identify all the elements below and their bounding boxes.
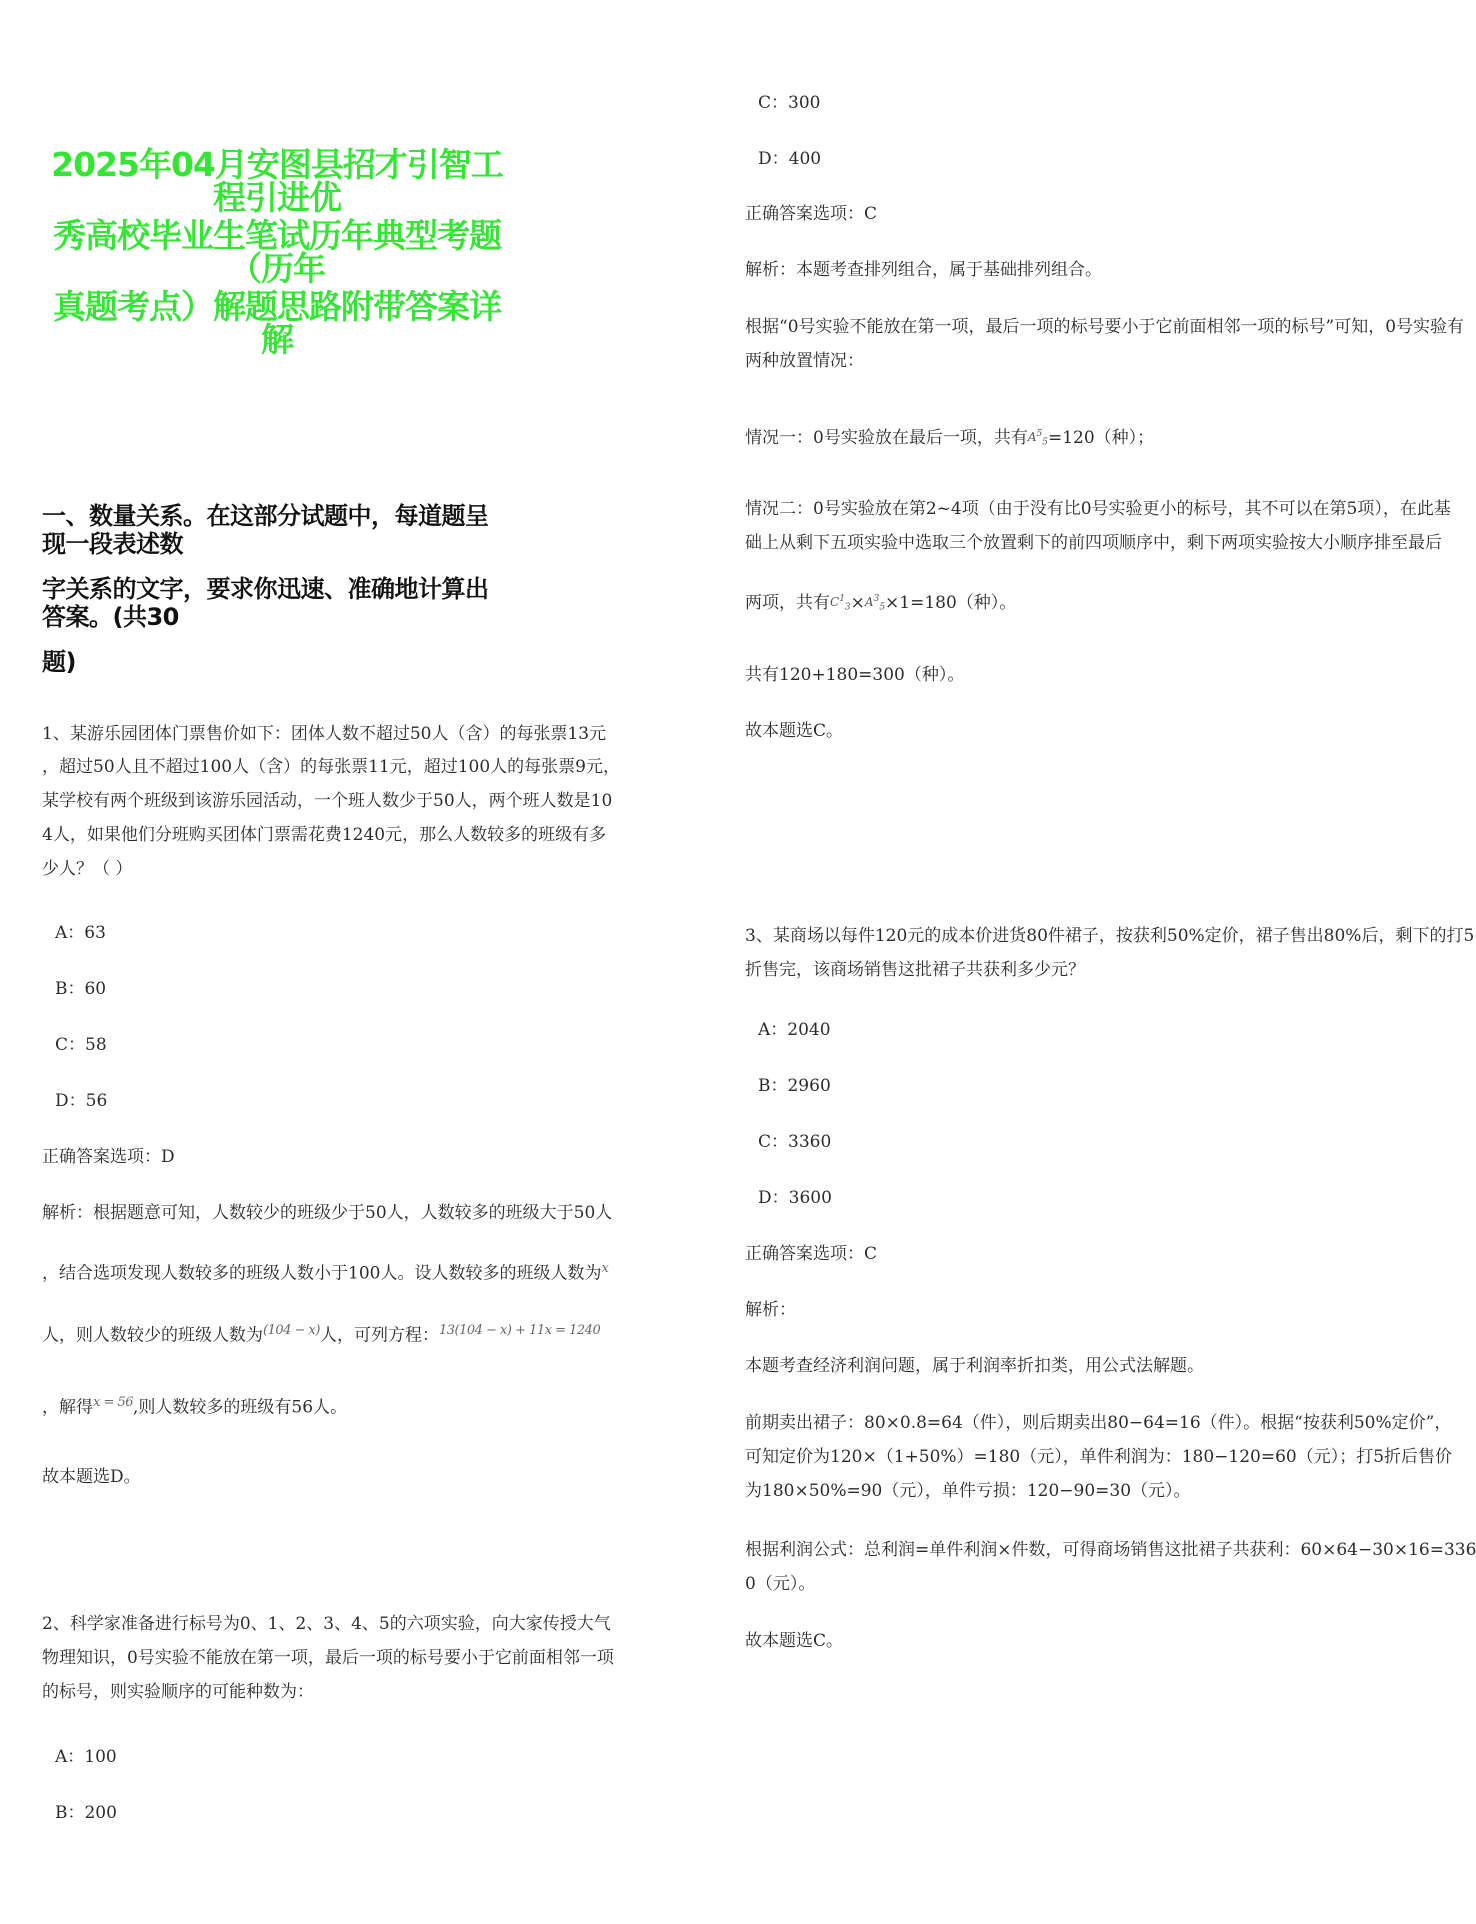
q2-case-1 bbox=[745, 427, 1154, 449]
q3-stem-line-1: 3、某商场以每件120元的成本价进货80件裙子，按获利50%定价，裙子售出80%后，剩下的打5 bbox=[745, 926, 1475, 946]
q1-option-b: B：60 bbox=[55, 979, 107, 999]
q2-stem-line-3: 的标号，则实验顺序的可能种数为： bbox=[42, 1682, 314, 1702]
q3-answer: 正确答案选项：C bbox=[745, 1244, 878, 1264]
q1-explanation-line-3 bbox=[42, 1320, 600, 1347]
q1-explanation-line-1: 解析：根据题意可知，人数较少的班级少于50人，人数较多的班级大于50人 bbox=[42, 1203, 613, 1223]
q2-case1-text-a: 情况一：0号实验放在最后一项，共有 bbox=[745, 428, 1028, 448]
q2-case-2-line-2: 础上从剩下五项实验中选取三个放置剩下的前四项顺序中，剩下两项实验按大小顺序排至最后 bbox=[745, 533, 1442, 553]
q2-option-d: D：400 bbox=[758, 149, 822, 169]
q2-stem-line-1: 2、科学家准备进行标号为0、1、2、3、4、5的六项实验，向大家传授大气 bbox=[42, 1614, 611, 1634]
section-heading-line-1: 一、数量关系。在这部分试题中，每道题呈现一段表述数 bbox=[42, 502, 489, 558]
q2-case-2-line-1: 情况二：0号实验放在第2~4项（由于没有比0号实验更小的标号，其不可以在第5项），在此基 bbox=[745, 499, 1451, 519]
doc-title-line-1: 2025年04月安图县招才引智工程引进优 bbox=[51, 145, 503, 217]
q2-case2c-math-1-symbol: C bbox=[830, 595, 840, 610]
q3-explanation-label: 解析： bbox=[745, 1300, 796, 1320]
q1-option-a: A：63 bbox=[55, 923, 106, 943]
q1-stem-line-1: 1、某游乐园团体门票售价如下：团体人数不超过50人（含）的每张票13元 bbox=[42, 724, 607, 744]
q1-explanation-line-2 bbox=[42, 1258, 608, 1285]
q3-stem-line-2: 折售完，该商场销售这批裙子共获利多少元？ bbox=[745, 960, 1085, 980]
q2-case1-math-sub: 5 bbox=[1042, 437, 1048, 448]
q2-case2c-math-1-sup: 1 bbox=[839, 594, 845, 605]
q3-explanation-intro: 本题考查经济利润问题，属于利润率折扣类，用公式法解题。 bbox=[745, 1356, 1204, 1376]
q2-option-c: C：300 bbox=[758, 93, 821, 113]
q1-exp3-text-a: 人，则人数较少的班级人数为 bbox=[42, 1325, 263, 1346]
q2-case2c-times: × bbox=[850, 593, 865, 613]
q1-stem-line-2: ，超过50人且不超过100人（含）的每张票11元，超过100人的每张票9元， bbox=[42, 757, 620, 777]
q1-option-d: D：56 bbox=[55, 1091, 108, 1111]
q2-case2c-math-1 bbox=[830, 593, 851, 613]
q2-explanation-basis-line-1: 根据“0号实验不能放在第一项，最后一项的标号要小于它前面相邻一项的标号”可知，0号实验有 bbox=[745, 317, 1465, 337]
q1-conclusion: 故本题选D。 bbox=[42, 1467, 141, 1487]
q3-explanation-p1-line-1: 前期卖出裙子：80×0.8=64（件），则后期卖出80−64=16（件）。根据“按获利50%定价”， bbox=[745, 1413, 1452, 1433]
q3-option-a: A：2040 bbox=[758, 1020, 831, 1040]
q2-total: 共有120+180=300（种）。 bbox=[745, 665, 965, 685]
q3-explanation-p2-line-1: 根据利润公式：总利润=单件利润×件数，可得商场销售这批裙子共获利：60×64−30×16=336 bbox=[745, 1540, 1476, 1560]
q3-explanation-p1-line-2: 可知定价为120×（1+50%）=180（元），单件利润为：180−120=60（元）；打5折后售价 bbox=[745, 1447, 1453, 1467]
q2-case2c-math-2-symbol: A bbox=[864, 595, 874, 610]
q2-case1-math-symbol: A bbox=[1027, 430, 1037, 445]
q2-stem-line-2: 物理知识，0号实验不能放在第一项，最后一项的标号要小于它前面相邻一项 bbox=[42, 1648, 614, 1668]
q2-explanation-intro: 解析：本题考查排列组合，属于基础排列组合。 bbox=[745, 260, 1102, 280]
q1-exp2-text: ，结合选项发现人数较多的班级人数小于100人。设人数较多的班级人数为 bbox=[42, 1263, 602, 1284]
doc-title-line-3: 真题考点）解题思路附带答案详解 bbox=[53, 287, 501, 359]
section-heading-line-3: 题) bbox=[42, 648, 76, 676]
q2-option-a: A：100 bbox=[55, 1747, 117, 1767]
q1-explanation-line-4 bbox=[42, 1392, 347, 1419]
q2-case1-math-sup: 5 bbox=[1036, 429, 1043, 440]
q1-exp2-math: x bbox=[601, 1261, 609, 1276]
q1-stem-line-3: 某学校有两个班级到该游乐园活动，一个班人数少于50人，两个班人数是10 bbox=[42, 791, 613, 811]
q1-exp3-text-b: 人，可列方程： bbox=[319, 1325, 439, 1346]
q2-case2c-text-a: 两项，共有 bbox=[745, 593, 830, 613]
q2-case2c-math-2 bbox=[865, 593, 885, 613]
q1-stem-line-5: 少人？（ ） bbox=[42, 859, 133, 879]
q1-stem-line-4: 4人，如果他们分班购买团体门票需花费1240元，那么人数较多的班级有多 bbox=[42, 825, 607, 845]
q2-explanation-basis-line-2: 两种放置情况： bbox=[745, 351, 864, 371]
q1-exp3-math-1: (104 − x) bbox=[263, 1323, 320, 1338]
q2-case2c-math-1-sub: 3 bbox=[844, 602, 851, 613]
q1-answer: 正确答案选项：D bbox=[42, 1147, 175, 1167]
q1-exp4-math: x = 56 bbox=[93, 1395, 134, 1410]
q3-conclusion: 故本题选C。 bbox=[745, 1631, 844, 1651]
q1-option-c: C：58 bbox=[55, 1035, 107, 1055]
q2-case1-text-b: =120（种）； bbox=[1047, 428, 1155, 448]
q3-option-b: B：2960 bbox=[758, 1076, 831, 1096]
q3-explanation-p1-line-3: 为180×50%=90（元），单件亏损：120−90=30（元）。 bbox=[745, 1481, 1191, 1501]
q3-option-c: C：3360 bbox=[758, 1132, 832, 1152]
q2-conclusion: 故本题选C。 bbox=[745, 721, 844, 741]
q3-option-d: D：3600 bbox=[758, 1188, 832, 1208]
q2-case1-math bbox=[1028, 428, 1048, 448]
q2-case2c-math-2-sub: 5 bbox=[879, 602, 886, 613]
q2-case2c-text-b: ×1=180（种）。 bbox=[885, 593, 1017, 613]
q2-option-b: B：200 bbox=[55, 1803, 117, 1823]
q1-exp4-text-b: ,则人数较多的班级有56人。 bbox=[133, 1397, 348, 1418]
q3-explanation-p2-line-2: 0（元）。 bbox=[745, 1574, 816, 1594]
q2-case-2-line-3 bbox=[745, 592, 1016, 614]
doc-title-line-2: 秀高校毕业生笔试历年典型考题（历年 bbox=[53, 216, 501, 288]
q2-answer: 正确答案选项：C bbox=[745, 204, 878, 224]
q1-exp3-math-2: 13(104 − x) + 11x = 1240 bbox=[438, 1323, 601, 1338]
section-heading-line-2: 字关系的文字，要求你迅速、准确地计算出答案。(共30 bbox=[42, 575, 489, 631]
q2-case2c-math-2-sup: 3 bbox=[873, 594, 880, 605]
q1-exp4-text-a: ，解得 bbox=[42, 1397, 93, 1418]
